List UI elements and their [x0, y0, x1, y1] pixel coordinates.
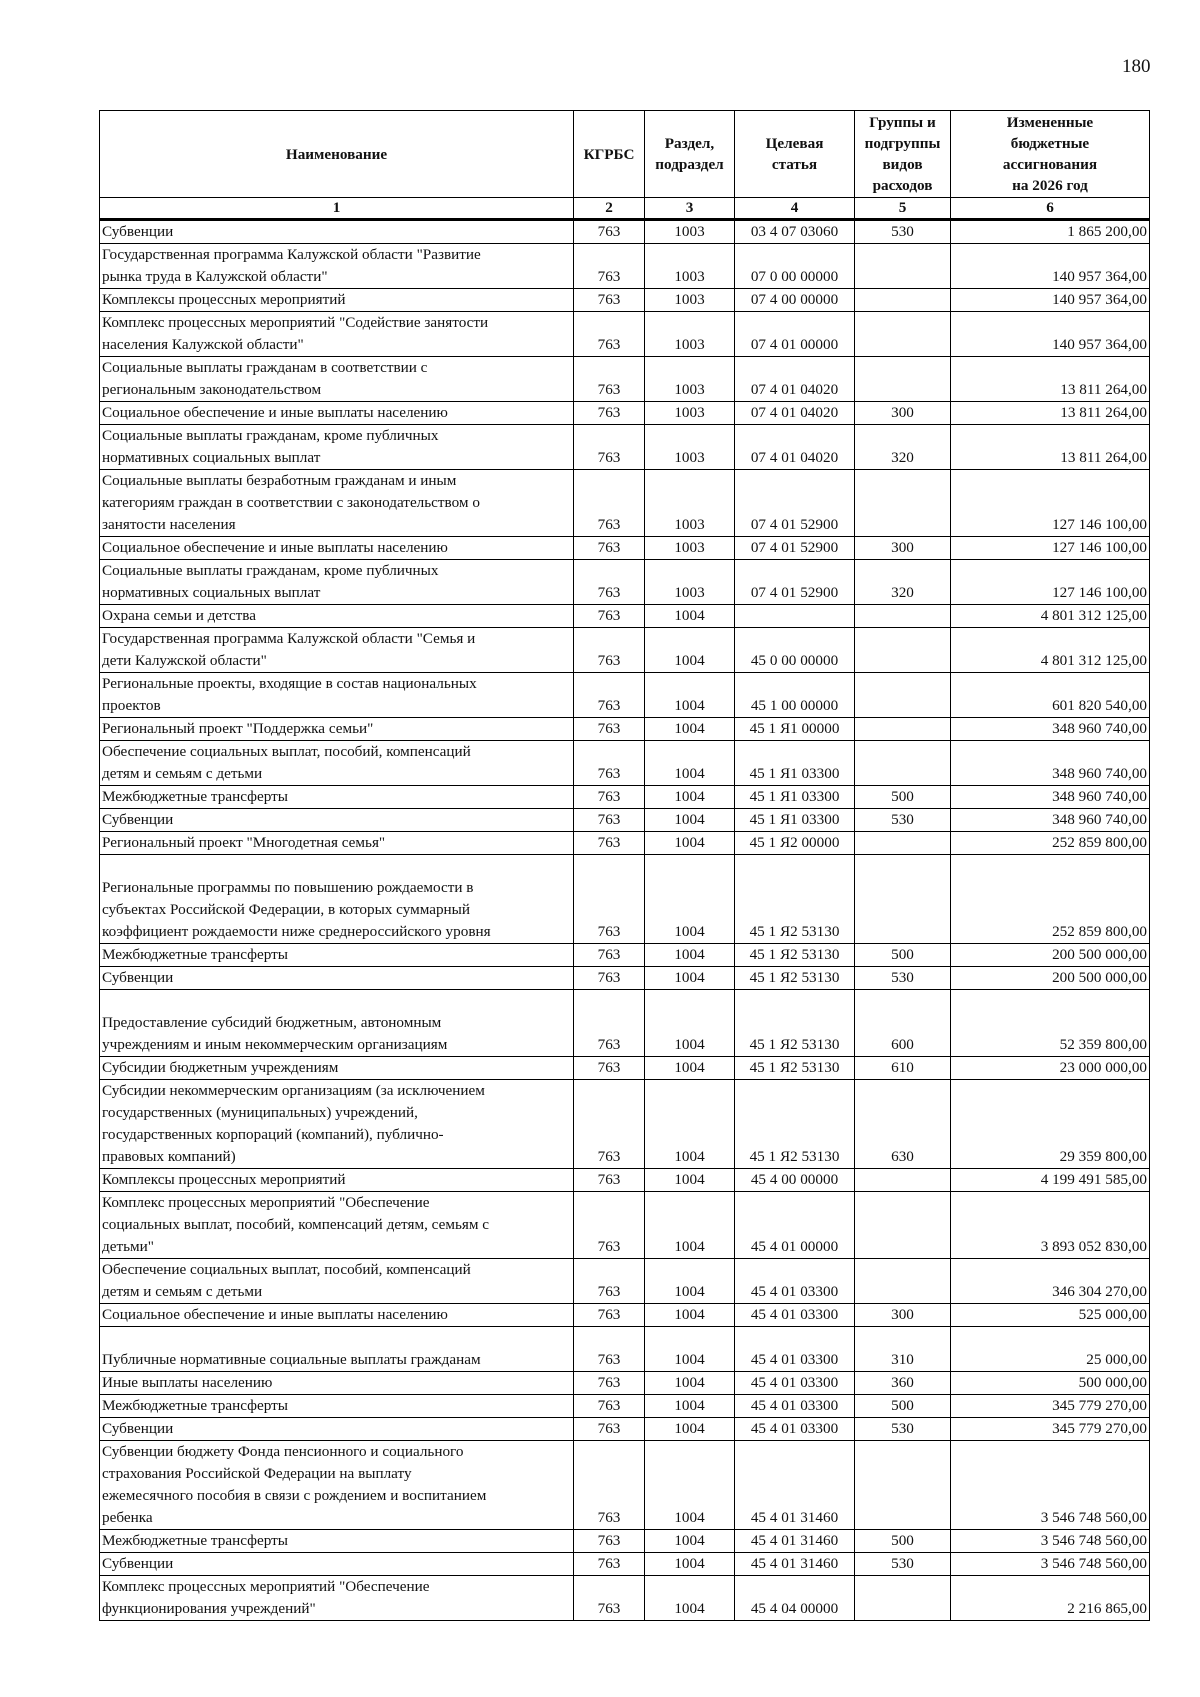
column-number: 2 [574, 198, 645, 220]
header-kgrbs: КГРБС [574, 111, 645, 198]
cell-target-article: 45 1 00 00000 [735, 673, 855, 718]
cell-amount: 29 359 800,00 [951, 1080, 1150, 1169]
cell-section: 1004 [645, 1530, 735, 1553]
cell-name: Предоставление субсидий бюджетным, автономным учреждениям и иным некоммерческим организациям [100, 990, 574, 1057]
cell-expense-group: 530 [855, 809, 951, 832]
cell-expense-group [855, 605, 951, 628]
cell-kgrbs: 763 [574, 1057, 645, 1080]
cell-name: Публичные нормативные социальные выплаты гражданам [100, 1327, 574, 1372]
cell-kgrbs: 763 [574, 967, 645, 990]
cell-target-article: 45 1 Я1 03300 [735, 786, 855, 809]
cell-amount: 525 000,00 [951, 1304, 1150, 1327]
table-row [100, 289, 1150, 312]
cell-target-article: 07 4 01 04020 [735, 357, 855, 402]
cell-kgrbs: 763 [574, 1372, 645, 1395]
cell-target-article: 45 4 01 03300 [735, 1372, 855, 1395]
cell-name: Региональный проект "Поддержка семьи" [100, 718, 574, 741]
cell-amount: 601 820 540,00 [951, 673, 1150, 718]
table-body [100, 220, 1150, 1621]
cell-section: 1004 [645, 1259, 735, 1304]
table-header-row [100, 111, 1150, 198]
cell-expense-group [855, 718, 951, 741]
cell-amount: 252 859 800,00 [951, 855, 1150, 944]
cell-kgrbs: 763 [574, 1192, 645, 1259]
cell-name: Социальные выплаты гражданам в соответствии с региональным законодательством [100, 357, 574, 402]
cell-amount: 200 500 000,00 [951, 944, 1150, 967]
cell-section: 1004 [645, 1576, 735, 1621]
cell-amount: 500 000,00 [951, 1372, 1150, 1395]
cell-section: 1004 [645, 718, 735, 741]
cell-name: Региональный проект "Многодетная семья" [100, 832, 574, 855]
table-row [100, 718, 1150, 741]
cell-expense-group: 630 [855, 1080, 951, 1169]
cell-section: 1004 [645, 855, 735, 944]
cell-amount: 348 960 740,00 [951, 809, 1150, 832]
cell-expense-group: 500 [855, 944, 951, 967]
cell-section: 1004 [645, 1080, 735, 1169]
header-amount: Измененные бюджетные ассигнования на 2026 год [951, 111, 1150, 198]
cell-expense-group: 500 [855, 786, 951, 809]
cell-amount: 1 865 200,00 [951, 220, 1150, 244]
cell-amount: 345 779 270,00 [951, 1395, 1150, 1418]
table-row [100, 560, 1150, 605]
table-row [100, 425, 1150, 470]
cell-expense-group: 300 [855, 1304, 951, 1327]
cell-name: Социальные выплаты безработным гражданам и иным категориям граждан в соответствии с законодательством о занятости населения [100, 470, 574, 537]
cell-kgrbs: 763 [574, 312, 645, 357]
cell-section: 1003 [645, 312, 735, 357]
header-name: Наименование [100, 111, 574, 198]
cell-target-article: 45 0 00 00000 [735, 628, 855, 673]
cell-amount: 13 811 264,00 [951, 425, 1150, 470]
cell-name: Субвенции [100, 1418, 574, 1441]
cell-amount: 127 146 100,00 [951, 560, 1150, 605]
cell-target-article: 45 4 01 03300 [735, 1418, 855, 1441]
cell-amount: 348 960 740,00 [951, 786, 1150, 809]
cell-expense-group: 320 [855, 425, 951, 470]
cell-name: Социальное обеспечение и иные выплаты населению [100, 1304, 574, 1327]
cell-target-article: 07 4 01 00000 [735, 312, 855, 357]
cell-amount: 3 893 052 830,00 [951, 1192, 1150, 1259]
cell-name: Комплексы процессных мероприятий [100, 289, 574, 312]
cell-expense-group [855, 312, 951, 357]
cell-name: Субвенции бюджету Фонда пенсионного и социального страхования Российской Федерации на выплату ежемесячного пособия в связи с рождением и воспитанием ребенка [100, 1441, 574, 1530]
cell-name: Государственная программа Калужской области "Семья и дети Калужской области" [100, 628, 574, 673]
table-row [100, 1192, 1150, 1259]
cell-kgrbs: 763 [574, 357, 645, 402]
header-groups: Группы и подгруппы видов расходов [855, 111, 951, 198]
cell-section: 1004 [645, 1395, 735, 1418]
cell-target-article: 45 4 01 31460 [735, 1553, 855, 1576]
table-row [100, 1530, 1150, 1553]
table-row [100, 402, 1150, 425]
cell-amount: 200 500 000,00 [951, 967, 1150, 990]
cell-target-article: 07 4 01 52900 [735, 470, 855, 537]
table-row [100, 312, 1150, 357]
table-row [100, 470, 1150, 537]
header-section: Раздел, подраздел [645, 111, 735, 198]
cell-target-article: 07 4 01 52900 [735, 560, 855, 605]
cell-expense-group: 310 [855, 1327, 951, 1372]
cell-kgrbs: 763 [574, 537, 645, 560]
cell-kgrbs: 763 [574, 1395, 645, 1418]
cell-expense-group: 320 [855, 560, 951, 605]
cell-target-article: 45 1 Я1 03300 [735, 809, 855, 832]
cell-target-article: 45 1 Я2 53130 [735, 944, 855, 967]
cell-expense-group [855, 855, 951, 944]
column-number-row [100, 198, 1150, 220]
table-row [100, 741, 1150, 786]
cell-amount: 348 960 740,00 [951, 718, 1150, 741]
cell-kgrbs: 763 [574, 809, 645, 832]
cell-name: Региональные проекты, входящие в состав национальных проектов [100, 673, 574, 718]
cell-name: Обеспечение социальных выплат, пособий, компенсаций детям и семьям с детьми [100, 741, 574, 786]
cell-amount: 3 546 748 560,00 [951, 1553, 1150, 1576]
table-row [100, 537, 1150, 560]
cell-expense-group [855, 673, 951, 718]
cell-section: 1004 [645, 944, 735, 967]
cell-amount: 4 801 312 125,00 [951, 628, 1150, 673]
cell-amount: 52 359 800,00 [951, 990, 1150, 1057]
cell-amount: 13 811 264,00 [951, 357, 1150, 402]
cell-amount: 252 859 800,00 [951, 832, 1150, 855]
cell-section: 1004 [645, 967, 735, 990]
cell-section: 1004 [645, 741, 735, 786]
cell-name: Субвенции [100, 220, 574, 244]
cell-kgrbs: 763 [574, 1327, 645, 1372]
cell-name: Социальные выплаты гражданам, кроме публичных нормативных социальных выплат [100, 425, 574, 470]
cell-expense-group: 300 [855, 537, 951, 560]
cell-target-article: 45 4 00 00000 [735, 1169, 855, 1192]
cell-expense-group [855, 1259, 951, 1304]
cell-amount: 348 960 740,00 [951, 741, 1150, 786]
cell-expense-group: 530 [855, 1418, 951, 1441]
cell-name: Иные выплаты населению [100, 1372, 574, 1395]
table-row [100, 786, 1150, 809]
cell-expense-group [855, 1169, 951, 1192]
cell-name: Комплекс процессных мероприятий "Обеспечение социальных выплат, пособий, компенсаций детям, семьям с детьми" [100, 1192, 574, 1259]
table-row [100, 673, 1150, 718]
cell-kgrbs: 763 [574, 425, 645, 470]
cell-expense-group [855, 289, 951, 312]
column-number: 3 [645, 198, 735, 220]
cell-name: Субвенции [100, 809, 574, 832]
cell-expense-group [855, 628, 951, 673]
cell-target-article [735, 605, 855, 628]
cell-amount: 3 546 748 560,00 [951, 1441, 1150, 1530]
cell-section: 1003 [645, 357, 735, 402]
cell-kgrbs: 763 [574, 1553, 645, 1576]
cell-section: 1004 [645, 809, 735, 832]
cell-amount: 140 957 364,00 [951, 289, 1150, 312]
cell-target-article: 45 4 01 03300 [735, 1304, 855, 1327]
cell-expense-group: 500 [855, 1395, 951, 1418]
column-number: 5 [855, 198, 951, 220]
cell-amount: 25 000,00 [951, 1327, 1150, 1372]
cell-section: 1004 [645, 1327, 735, 1372]
cell-name: Региональные программы по повышению рождаемости в субъектах Российской Федерации, в которых суммарный коэффициент рождаемости ниже среднероссийского уровня [100, 855, 574, 944]
cell-target-article: 07 4 01 04020 [735, 425, 855, 470]
column-number: 6 [951, 198, 1150, 220]
cell-name: Обеспечение социальных выплат, пособий, компенсаций детям и семьям с детьми [100, 1259, 574, 1304]
cell-kgrbs: 763 [574, 1418, 645, 1441]
cell-kgrbs: 763 [574, 628, 645, 673]
cell-kgrbs: 763 [574, 1530, 645, 1553]
cell-section: 1003 [645, 425, 735, 470]
cell-target-article: 45 1 Я1 00000 [735, 718, 855, 741]
table-row [100, 944, 1150, 967]
cell-name: Государственная программа Калужской области "Развитие рынка труда в Калужской области" [100, 244, 574, 289]
page-number: 180 [1122, 56, 1151, 77]
cell-section: 1004 [645, 1304, 735, 1327]
cell-kgrbs: 763 [574, 990, 645, 1057]
column-number: 1 [100, 198, 574, 220]
cell-section: 1004 [645, 1418, 735, 1441]
cell-expense-group [855, 244, 951, 289]
cell-kgrbs: 763 [574, 673, 645, 718]
cell-name: Субвенции [100, 1553, 574, 1576]
table-row [100, 967, 1150, 990]
cell-name: Комплекс процессных мероприятий "Содействие занятости населения Калужской области" [100, 312, 574, 357]
table-row [100, 1259, 1150, 1304]
table-row [100, 244, 1150, 289]
cell-amount: 2 216 865,00 [951, 1576, 1150, 1621]
cell-target-article: 45 4 04 00000 [735, 1576, 855, 1621]
cell-name: Социальное обеспечение и иные выплаты населению [100, 537, 574, 560]
cell-kgrbs: 763 [574, 605, 645, 628]
cell-amount: 127 146 100,00 [951, 537, 1150, 560]
cell-amount: 346 304 270,00 [951, 1259, 1150, 1304]
cell-kgrbs: 763 [574, 470, 645, 537]
cell-target-article: 45 4 01 31460 [735, 1530, 855, 1553]
cell-kgrbs: 763 [574, 832, 645, 855]
table-row [100, 1553, 1150, 1576]
cell-expense-group [855, 357, 951, 402]
cell-name: Межбюджетные трансферты [100, 1395, 574, 1418]
table-row [100, 1395, 1150, 1418]
table-row [100, 855, 1150, 944]
cell-target-article: 45 1 Я2 53130 [735, 990, 855, 1057]
cell-section: 1003 [645, 244, 735, 289]
cell-kgrbs: 763 [574, 1441, 645, 1530]
cell-target-article: 03 4 07 03060 [735, 220, 855, 244]
cell-expense-group: 300 [855, 402, 951, 425]
cell-kgrbs: 763 [574, 741, 645, 786]
cell-section: 1003 [645, 470, 735, 537]
cell-expense-group [855, 832, 951, 855]
cell-expense-group: 610 [855, 1057, 951, 1080]
cell-amount: 4 199 491 585,00 [951, 1169, 1150, 1192]
cell-expense-group [855, 1192, 951, 1259]
cell-expense-group [855, 1441, 951, 1530]
cell-name: Субсидии бюджетным учреждениям [100, 1057, 574, 1080]
cell-target-article: 07 4 01 52900 [735, 537, 855, 560]
cell-target-article: 45 1 Я2 53130 [735, 967, 855, 990]
cell-section: 1004 [645, 1553, 735, 1576]
cell-target-article: 07 4 00 00000 [735, 289, 855, 312]
cell-name: Комплексы процессных мероприятий [100, 1169, 574, 1192]
cell-expense-group: 530 [855, 220, 951, 244]
cell-kgrbs: 763 [574, 855, 645, 944]
cell-expense-group [855, 1576, 951, 1621]
cell-section: 1003 [645, 220, 735, 244]
cell-section: 1003 [645, 560, 735, 605]
cell-amount: 13 811 264,00 [951, 402, 1150, 425]
cell-kgrbs: 763 [574, 944, 645, 967]
table-row [100, 357, 1150, 402]
cell-section: 1003 [645, 289, 735, 312]
cell-amount: 4 801 312 125,00 [951, 605, 1150, 628]
cell-target-article: 45 1 Я2 53130 [735, 1080, 855, 1169]
cell-amount: 23 000 000,00 [951, 1057, 1150, 1080]
table-row [100, 1441, 1150, 1530]
cell-target-article: 45 4 01 03300 [735, 1259, 855, 1304]
table-row [100, 1418, 1150, 1441]
cell-section: 1004 [645, 1057, 735, 1080]
cell-target-article: 45 1 Я2 53130 [735, 855, 855, 944]
cell-amount: 140 957 364,00 [951, 244, 1150, 289]
cell-target-article: 07 4 01 04020 [735, 402, 855, 425]
cell-kgrbs: 763 [574, 220, 645, 244]
cell-expense-group [855, 741, 951, 786]
table-row [100, 220, 1150, 244]
cell-expense-group [855, 470, 951, 537]
cell-amount: 127 146 100,00 [951, 470, 1150, 537]
cell-kgrbs: 763 [574, 1259, 645, 1304]
header-target: Целевая статья [735, 111, 855, 198]
column-number: 4 [735, 198, 855, 220]
cell-target-article: 45 1 Я1 03300 [735, 741, 855, 786]
table-row [100, 1327, 1150, 1372]
table-row [100, 628, 1150, 673]
cell-expense-group: 530 [855, 967, 951, 990]
table-row [100, 990, 1150, 1057]
cell-kgrbs: 763 [574, 1304, 645, 1327]
cell-expense-group: 600 [855, 990, 951, 1057]
cell-kgrbs: 763 [574, 244, 645, 289]
cell-section: 1003 [645, 402, 735, 425]
cell-section: 1004 [645, 1192, 735, 1259]
cell-section: 1003 [645, 537, 735, 560]
cell-kgrbs: 763 [574, 718, 645, 741]
table-row [100, 605, 1150, 628]
cell-target-article: 45 4 01 00000 [735, 1192, 855, 1259]
cell-amount: 140 957 364,00 [951, 312, 1150, 357]
cell-target-article: 45 4 01 03300 [735, 1395, 855, 1418]
cell-amount: 345 779 270,00 [951, 1418, 1150, 1441]
cell-kgrbs: 763 [574, 1169, 645, 1192]
cell-name: Межбюджетные трансферты [100, 944, 574, 967]
cell-expense-group: 500 [855, 1530, 951, 1553]
budget-allocation-table [99, 110, 1150, 1621]
cell-kgrbs: 763 [574, 289, 645, 312]
cell-target-article: 07 0 00 00000 [735, 244, 855, 289]
cell-name: Субсидии некоммерческим организациям (за исключением государственных (муниципальных) учреждений, государственных корпораций (компаний), публично- правовых компаний) [100, 1080, 574, 1169]
cell-section: 1004 [645, 673, 735, 718]
cell-target-article: 45 1 Я2 53130 [735, 1057, 855, 1080]
table-row [100, 1372, 1150, 1395]
cell-expense-group: 530 [855, 1553, 951, 1576]
cell-section: 1004 [645, 832, 735, 855]
cell-name: Субвенции [100, 967, 574, 990]
table-row [100, 1304, 1150, 1327]
cell-kgrbs: 763 [574, 1576, 645, 1621]
cell-kgrbs: 763 [574, 786, 645, 809]
cell-target-article: 45 1 Я2 00000 [735, 832, 855, 855]
cell-section: 1004 [645, 990, 735, 1057]
cell-kgrbs: 763 [574, 560, 645, 605]
cell-target-article: 45 4 01 03300 [735, 1327, 855, 1372]
cell-kgrbs: 763 [574, 402, 645, 425]
cell-section: 1004 [645, 1372, 735, 1395]
cell-section: 1004 [645, 605, 735, 628]
table-row [100, 1057, 1150, 1080]
cell-section: 1004 [645, 1441, 735, 1530]
cell-name: Межбюджетные трансферты [100, 786, 574, 809]
cell-name: Социальные выплаты гражданам, кроме публичных нормативных социальных выплат [100, 560, 574, 605]
cell-target-article: 45 4 01 31460 [735, 1441, 855, 1530]
cell-name: Охрана семьи и детства [100, 605, 574, 628]
table-row [100, 1169, 1150, 1192]
cell-section: 1004 [645, 786, 735, 809]
cell-expense-group: 360 [855, 1372, 951, 1395]
table-row [100, 809, 1150, 832]
cell-section: 1004 [645, 628, 735, 673]
cell-name: Межбюджетные трансферты [100, 1530, 574, 1553]
table-row [100, 1080, 1150, 1169]
cell-name: Комплекс процессных мероприятий "Обеспечение функционирования учреждений" [100, 1576, 574, 1621]
cell-section: 1004 [645, 1169, 735, 1192]
cell-kgrbs: 763 [574, 1080, 645, 1169]
cell-name: Социальное обеспечение и иные выплаты населению [100, 402, 574, 425]
cell-amount: 3 546 748 560,00 [951, 1530, 1150, 1553]
table-row [100, 832, 1150, 855]
table-row [100, 1576, 1150, 1621]
